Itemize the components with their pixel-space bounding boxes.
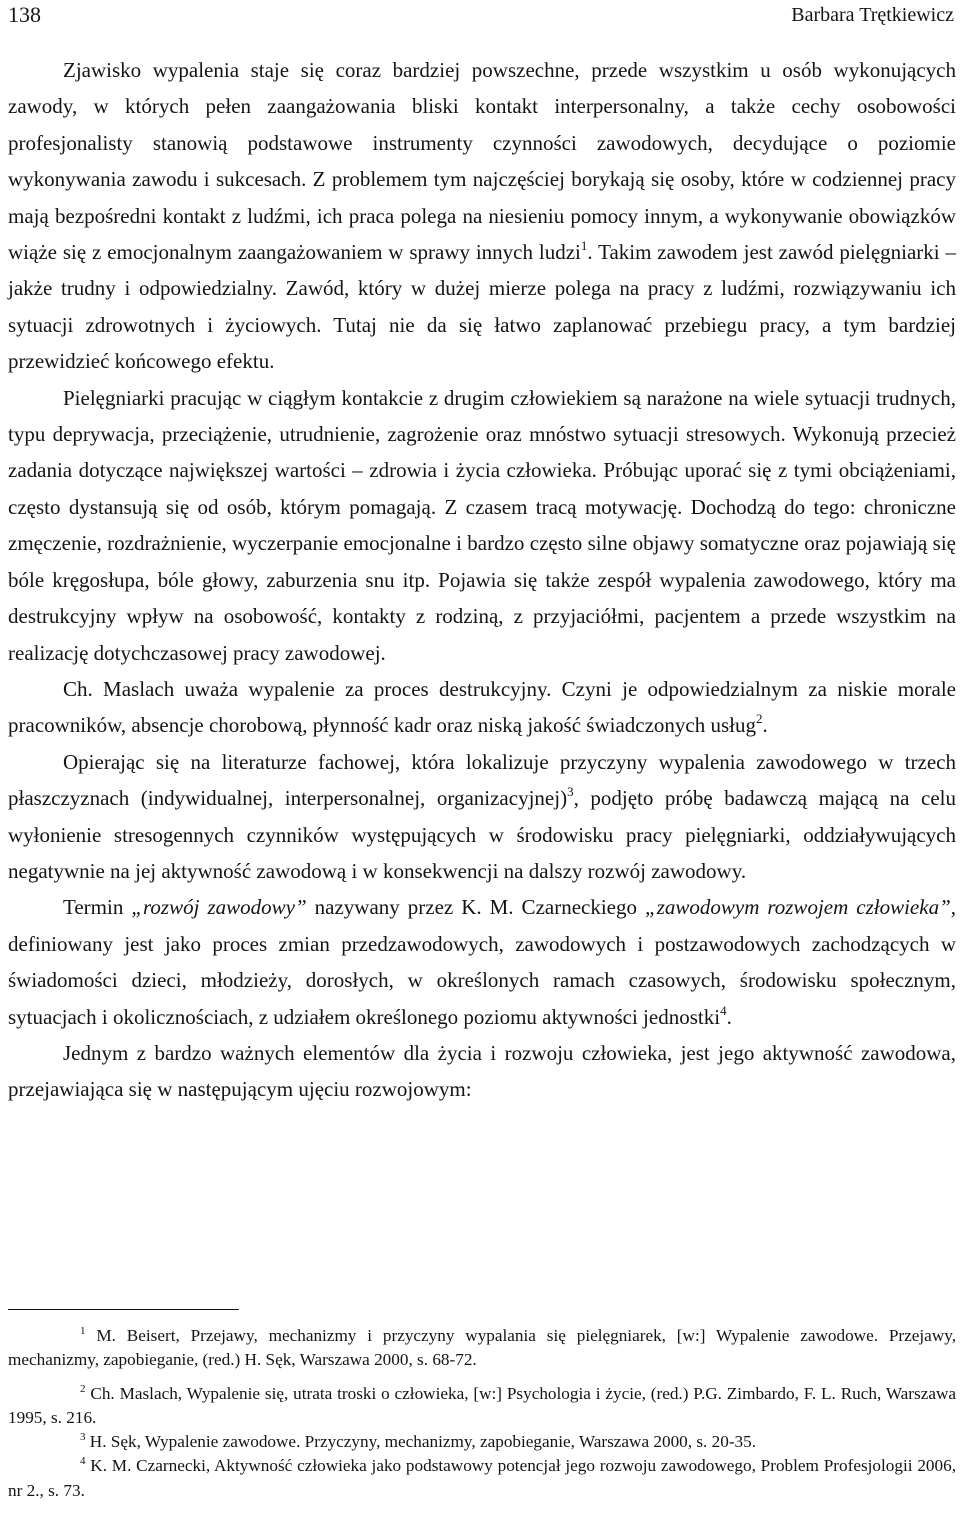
footnote-text: Ch. Maslach, Wypalenie się, utrata troski o człowieka, [w:] Psychologia i życie, (red.) P.G. Zimbardo, F. L. Ruch, Warszawa 1995, s. 216. xyxy=(8,1383,957,1427)
body-paragraph xyxy=(8,671,956,744)
footnote-divider xyxy=(8,1309,239,1310)
body-paragraph xyxy=(8,52,956,380)
footnote-reference: 4 xyxy=(720,1002,727,1018)
footnote-reference: 2 xyxy=(756,711,763,727)
footnote xyxy=(8,1382,956,1431)
footnote-reference: 1 xyxy=(580,238,588,254)
footnote-number: 1 xyxy=(80,1325,86,1337)
paragraph-text: . xyxy=(726,1004,732,1029)
page-number: 138 xyxy=(8,2,41,27)
paragraph-text: Pielęgniarki pracując w ciągłym kontakcie z drugim człowiekiem są narażone na wiele sytuacji trudnych, typu deprywacja, przeciążenie, utrudnienie, zagrożenie oraz mnóstwo sytuacji stresowych. Wykonują przecież zadania dotyczące największej wartości – zdrowia i życia człowieka. Próbując uporać się z tymi obciążeniami, często dystansują się od osób, którym pomagają. Z czasem tracą motywację. Dochodzą do tego: chroniczne zmęczenie, rozdrażnienie, wyczerpanie emocjonalne i bardzo często silne objawy somatyczne oraz pojawiają się bóle kręgosłupa, bóle głowy, zaburzenia snu itp. Pojawia się także zespół wypalenia zawodowego, który ma destrukcyjny wpływ na osobowość, kontakty z rodziną, z przyjaciółmi, pacjentem a przede wszystkim na realizację dotychczasowej pracy zawodowej. xyxy=(8,385,956,665)
running-head-author: Barbara Trętkiewicz xyxy=(791,4,954,26)
paragraph-text: Termin xyxy=(63,895,132,920)
body-paragraph xyxy=(8,380,956,671)
footnote-number: 2 xyxy=(80,1382,86,1395)
paragraph-text: , podjęto próbę badawczą mającą na celu wyłonienie stresogennych czynników występujących w środowisku pracy pielęgniarki, oddziaływujących negatywnie na jej aktywność zawodową i w konsekwencji na dalszy rozwój zawodowy. xyxy=(8,786,956,883)
body-paragraph xyxy=(8,1035,956,1108)
paragraph-text: nazywany przez K. M. Czarneckiego xyxy=(306,895,646,920)
paragraph-text: . Takim zawodem jest zawód pielęgniarki – jakże trudny i odpowiedzialny. Zawód, który w dużej mierze polega na pracy z ludźmi, rozwiązywaniu ich sytuacji zdrowotnych i życiowych. Tutaj nie da się łatwo zaplanować przebiegu pracy, a tym bardziej przewidzieć końcowego efektu. xyxy=(8,240,956,374)
paragraph-text: Ch. Maslach uważa wypalenie za proces destrukcyjny. Czyni je odpowiedzialnym za niskie morale pracowników, absencje chorobową, płynność kadr oraz niską jakość świadczonych usług xyxy=(8,676,956,738)
body-text xyxy=(8,52,956,1108)
footnote xyxy=(8,1430,956,1454)
body-paragraph xyxy=(8,889,956,1035)
paragraph-text: Jednym z bardzo ważnych elementów dla życia i rozwoju człowieka, jest jego aktywność zawodowa, przejawiająca się w następującym ujęciu rozwojowym: xyxy=(8,1040,956,1102)
paragraph-text: . xyxy=(762,713,768,738)
emphasized-term: „zawodowym rozwojem człowieka” xyxy=(645,895,951,920)
emphasized-term: „rozwój zawodowy” xyxy=(131,895,307,920)
footnote-reference: 3 xyxy=(567,784,574,800)
footnote xyxy=(8,1454,956,1503)
footnote-text: M. Beisert, Przejawy, mechanizmy i przyczyny wypalania się pielęgniarek, [w:] Wypalenie zawodowe. Przejawy, mechanizmy, zapobieganie, (red.) H. Sęk, Warszawa 2000, s. 68-72. xyxy=(8,1326,957,1370)
footnotes xyxy=(8,1324,956,1503)
footnote-text: K. M. Czarnecki, Aktywność człowieka jako podstawowy potencjał jego rozwoju zawodowego, Problem Profesjologii 2006, nr 2., s. 73. xyxy=(8,1456,956,1500)
paragraph-text: Zjawisko wypalenia staje się coraz bardziej powszechne, przede wszystkim u osób wykonujących zawody, w których pełen zaangażowania bliski kontakt interpersonalny, a także cechy osobowości profesjonalisty stanowią podstawowe instrumenty czynności zawodowych, decydujące o poziomie wykonywania zawodu i sukcesach. Z problemem tym najczęściej borykają się osoby, które w codziennej pracy mają bezpośredni kontakt z ludźmi, ich praca polega na niesieniu pomocy innym, a wykonywanie obowiązków wiąże się z emocjonalnym zaangażowaniem w sprawy innych ludzi xyxy=(8,58,956,265)
paragraph-text: , definiowany jest jako proces zmian przedzawodowych, zawodowych i postzawodowych zachodzących w świadomości dzieci, młodzieży, dorosłych, w określonych ramach czasowych, środowisku społecznym, sytuacjach i okolicznościach, z udziałem określonego poziomu aktywności jednostki xyxy=(8,895,956,1029)
body-paragraph xyxy=(8,744,956,890)
footnote-text: H. Sęk, Wypalenie zawodowe. Przyczyny, mechanizmy, zapobieganie, Warszawa 2000, s. 20-35. xyxy=(89,1432,757,1452)
footnote xyxy=(8,1324,956,1373)
footnote-number: 3 xyxy=(80,1431,86,1444)
paragraph-text: Opierając się na literaturze fachowej, która lokalizuje przyczyny wypalenia zawodowego w trzech płaszczyznach (indywidualnej, interpersonalnej, organizacyjnej) xyxy=(8,749,956,811)
footnote-number: 4 xyxy=(80,1455,86,1468)
